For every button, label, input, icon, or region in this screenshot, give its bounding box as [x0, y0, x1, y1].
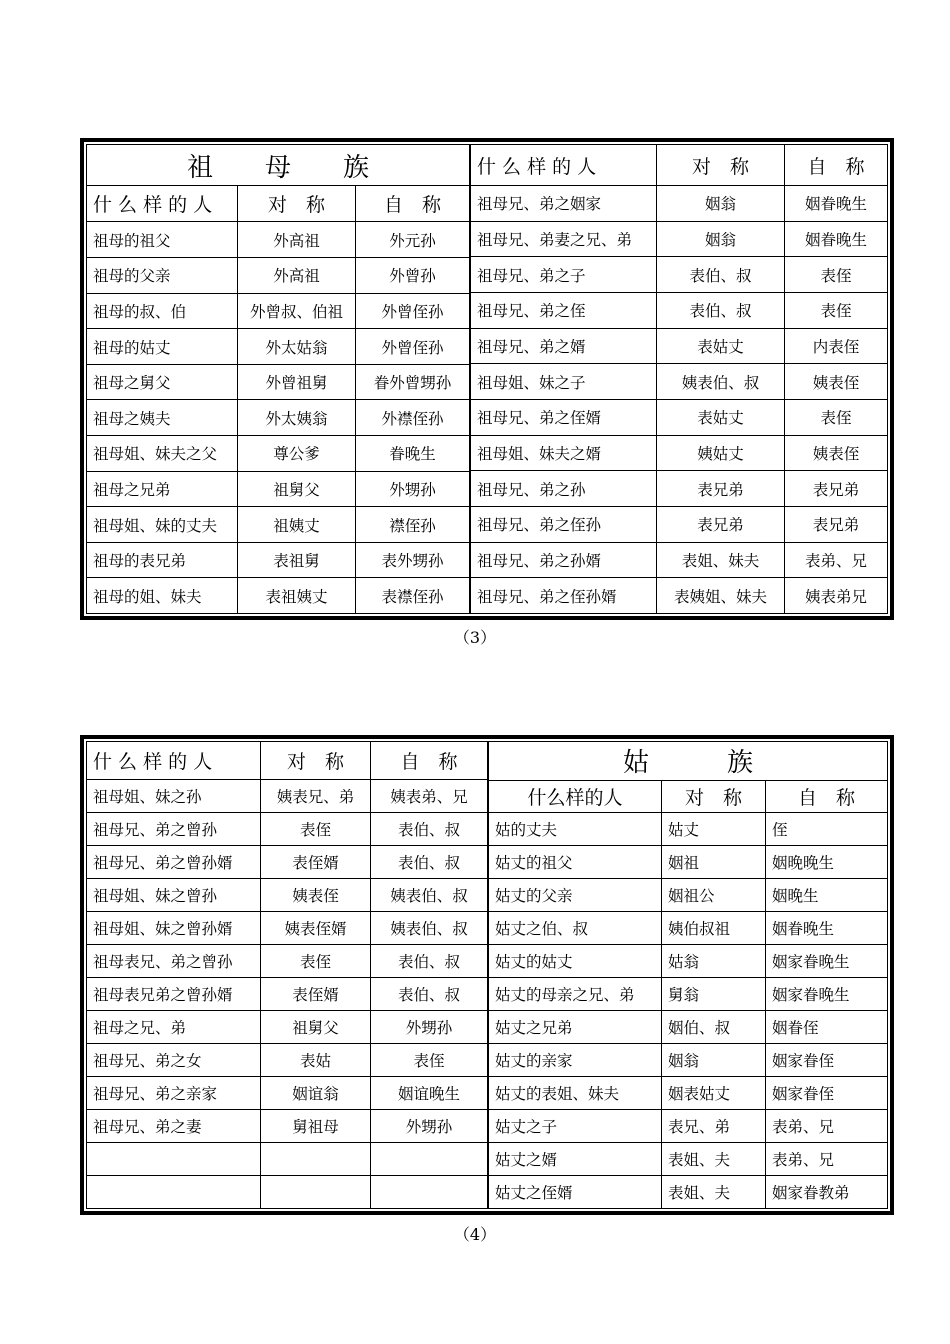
table-row	[471, 399, 887, 435]
header-who: 什么样的人	[527, 786, 623, 809]
table-row	[471, 256, 887, 292]
table-row	[471, 185, 887, 221]
cell-who: 祖母兄、弟之妻	[93, 1118, 202, 1137]
cell-address-as: 姨表侄婿	[260, 912, 370, 944]
table-4	[80, 735, 894, 1215]
cell-address-as: 表伯、叔	[656, 257, 784, 292]
cell-who: 祖母兄、弟之亲家	[93, 1085, 218, 1104]
cell-address-as: 表侄婿	[260, 978, 370, 1010]
header-self-as: 自 称	[355, 186, 469, 221]
cell-self-as: 姻眷晚生	[784, 222, 887, 257]
table-row	[87, 911, 487, 944]
cell-address-as: 姨姑丈	[656, 436, 784, 471]
cell-who: 祖母姐、妹夫之父	[93, 445, 218, 464]
cell-self-as: 姻晚晚生	[765, 846, 887, 878]
cell-self-as: 外甥孙	[370, 1011, 487, 1043]
table-row	[87, 812, 487, 845]
cell-self-as: 表侄	[784, 257, 887, 292]
header-address-as: 对 称	[237, 186, 355, 221]
table-row	[87, 944, 487, 977]
table-row	[87, 542, 469, 578]
cell-who: 祖母表兄、弟之曾孙	[93, 953, 233, 972]
cell-self-as: 姨表弟、兄	[370, 780, 487, 812]
table-row	[471, 292, 887, 328]
table-row	[87, 399, 469, 435]
cell-who: 祖母兄、弟之婿	[477, 338, 586, 357]
table-3-left	[87, 145, 469, 613]
table-row	[489, 812, 887, 845]
header-self-as: 自 称	[784, 145, 887, 185]
cell-address-as: 姑丈	[661, 813, 765, 845]
cell-self-as: 姻家眷晚生	[765, 978, 887, 1010]
cell-address-as: 姻谊翁	[260, 1077, 370, 1109]
table-row	[87, 506, 469, 542]
table-row	[471, 221, 887, 257]
table-row	[87, 577, 469, 613]
cell-address-as: 表姐、夫	[661, 1176, 765, 1208]
cell-address-as: 外太姨翁	[237, 400, 355, 435]
table-row	[489, 1076, 887, 1109]
cell-address-as: 表侄婿	[260, 846, 370, 878]
cell-who: 祖母之兄弟	[93, 480, 171, 499]
cell-who: 祖母兄、弟之孙婿	[477, 552, 602, 571]
cell-address-as: 祖舅父	[260, 1011, 370, 1043]
cell-who: 祖母的表兄弟	[93, 552, 187, 571]
cell-who: 祖母兄、弟之子	[477, 266, 586, 285]
cell-who: 姑丈之子	[495, 1117, 558, 1136]
cell-self-as: 姨表伯、叔	[370, 912, 487, 944]
cell-who: 祖母兄、弟之女	[93, 1052, 202, 1071]
cell-self-as: 姨表弟兄	[784, 578, 887, 613]
table-row	[87, 293, 469, 329]
section-title: 祖 母 族	[186, 152, 369, 183]
table-row	[471, 328, 887, 364]
header-who: 什 么 样 的 人	[477, 155, 597, 178]
cell-self-as: 外曾侄孙	[355, 294, 469, 329]
header-row	[87, 185, 469, 221]
cell-self-as: 姻眷晚生	[784, 186, 887, 221]
cell-address-as: 表兄、弟	[661, 1110, 765, 1142]
table-row	[87, 1043, 487, 1076]
table-row	[87, 1076, 487, 1109]
cell-address-as	[260, 1143, 370, 1175]
cell-address-as: 表姑	[260, 1044, 370, 1076]
table-row	[471, 470, 887, 506]
cell-who: 祖母兄、弟之侄孙	[477, 516, 602, 535]
cell-who: 祖母的姐、妹夫	[93, 587, 202, 606]
cell-who: 祖母的祖父	[93, 231, 171, 250]
cell-address-as: 表侄	[260, 813, 370, 845]
cell-address-as: 姑翁	[661, 945, 765, 977]
header-self-as: 自 称	[370, 742, 487, 779]
header-self-as: 自 称	[765, 781, 887, 813]
table-row	[87, 257, 469, 293]
cell-address-as: 表兄弟	[656, 507, 784, 542]
cell-who: 姑的丈夫	[495, 821, 558, 840]
cell-self-as: 姻晚生	[765, 879, 887, 911]
table-row	[489, 1043, 887, 1076]
cell-who: 姑丈的父亲	[495, 887, 573, 906]
table-3-right	[471, 145, 887, 613]
cell-who: 姑丈之侄婿	[495, 1183, 573, 1202]
cell-who: 姑丈的表姐、妹夫	[495, 1085, 620, 1103]
title-row	[489, 742, 887, 780]
table-4-caption: （4）	[453, 1225, 497, 1244]
cell-who: 祖母之兄、弟	[93, 1019, 187, 1038]
cell-address-as: 表伯、叔	[656, 293, 784, 328]
cell-self-as: 外元孙	[355, 222, 469, 257]
cell-address-as: 姨表兄、弟	[260, 780, 370, 812]
table-row	[471, 435, 887, 471]
table-row	[87, 1010, 487, 1043]
cell-address-as: 表祖姨丈	[237, 578, 355, 613]
table-row	[489, 911, 887, 944]
header-who: 什 么 样 的 人	[93, 751, 213, 774]
cell-address-as: 表祖舅	[237, 543, 355, 578]
cell-who: 祖母的叔、伯	[93, 302, 187, 321]
cell-self-as: 眷晚生	[355, 436, 469, 471]
cell-address-as: 外曾叔、伯祖	[237, 294, 355, 329]
table-row	[87, 435, 469, 471]
cell-who	[87, 1143, 260, 1175]
table-row	[87, 328, 469, 364]
cell-self-as: 外襟侄孙	[355, 400, 469, 435]
cell-who: 祖母兄、弟之曾孙婿	[93, 854, 233, 873]
cell-self-as: 表侄	[784, 293, 887, 328]
cell-who: 祖母兄、弟妻之兄、弟	[477, 231, 633, 250]
cell-address-as: 表姑丈	[656, 400, 784, 435]
cell-who: 祖母姐、妹夫之婿	[477, 445, 602, 464]
cell-who: 姑丈的母亲之兄、弟	[495, 986, 635, 1005]
cell-self-as: 姻眷侄	[765, 1011, 887, 1043]
cell-address-as: 表姐、妹夫	[656, 543, 784, 578]
table-row	[489, 845, 887, 878]
cell-self-as: 外曾孙	[355, 258, 469, 293]
cell-address-as: 外曾祖舅	[237, 365, 355, 400]
table-row	[87, 1175, 487, 1208]
table-3	[80, 138, 894, 620]
cell-who: 祖母姐、妹之曾孙婿	[93, 920, 233, 939]
cell-who: 祖母姐、妹之孙	[93, 788, 202, 807]
cell-self-as: 表弟、兄	[784, 543, 887, 578]
cell-self-as: 姻谊晚生	[370, 1077, 487, 1109]
cell-self-as: 表兄弟	[784, 507, 887, 542]
cell-address-as: 表兄弟	[656, 471, 784, 506]
table-row	[489, 1142, 887, 1175]
table-row	[87, 471, 469, 507]
cell-self-as	[370, 1143, 487, 1175]
cell-who: 祖母兄、弟之姻家	[477, 195, 602, 214]
cell-who: 姑丈的亲家	[495, 1052, 573, 1071]
cell-address-as: 舅祖母	[260, 1110, 370, 1142]
cell-address-as	[260, 1176, 370, 1208]
cell-self-as	[370, 1176, 487, 1208]
cell-address-as: 姻表姑丈	[661, 1077, 765, 1109]
table-3-frame	[86, 144, 888, 614]
cell-self-as: 外曾侄孙	[355, 329, 469, 364]
cell-self-as: 表外甥孙	[355, 543, 469, 578]
table-4-frame	[86, 741, 888, 1209]
cell-address-as: 外高祖	[237, 258, 355, 293]
header-address-as: 对 称	[661, 781, 765, 813]
table-row	[489, 1010, 887, 1043]
cell-address-as: 表姑丈	[656, 329, 784, 364]
cell-self-as: 表弟、兄	[765, 1110, 887, 1142]
cell-address-as: 尊公爹	[237, 436, 355, 471]
table-row	[471, 363, 887, 399]
table-row	[87, 221, 469, 257]
table-row	[87, 1109, 487, 1142]
cell-self-as: 表伯、叔	[370, 978, 487, 1010]
table-row	[87, 364, 469, 400]
header-address-as: 对 称	[656, 145, 784, 185]
table-row	[471, 542, 887, 578]
cell-address-as: 姻祖	[661, 846, 765, 878]
cell-self-as: 外甥孙	[370, 1110, 487, 1142]
table-row	[87, 977, 487, 1010]
table-row	[87, 878, 487, 911]
cell-self-as: 内表侄	[784, 329, 887, 364]
header-address-as: 对 称	[260, 742, 370, 779]
cell-self-as: 姻家眷侄	[765, 1077, 887, 1109]
cell-self-as: 表侄	[370, 1044, 487, 1076]
cell-self-as: 姻眷晚生	[765, 912, 887, 944]
cell-address-as: 姨表侄	[260, 879, 370, 911]
cell-address-as: 姨伯叔祖	[661, 912, 765, 944]
table-row	[87, 845, 487, 878]
table-row	[471, 506, 887, 542]
table-row	[489, 977, 887, 1010]
cell-address-as: 姻翁	[656, 186, 784, 221]
cell-who: 祖母兄、弟之侄孙婿	[477, 587, 617, 606]
cell-who: 祖母表兄弟之曾孙婿	[93, 986, 233, 1005]
header-row	[471, 145, 887, 185]
cell-who: 祖母之姨夫	[93, 409, 171, 428]
table-row	[489, 1175, 887, 1208]
cell-who: 祖母兄、弟之侄	[477, 302, 586, 321]
cell-who: 祖母姐、妹的丈夫	[93, 516, 218, 535]
table-4-right	[489, 742, 887, 1208]
cell-who: 姑丈之兄弟	[495, 1019, 573, 1038]
table-row	[471, 577, 887, 613]
cell-self-as: 表侄	[784, 400, 887, 435]
cell-self-as: 姻家眷侄	[765, 1044, 887, 1076]
cell-who: 姑丈的姑丈	[495, 953, 573, 972]
cell-self-as: 表兄弟	[784, 471, 887, 506]
cell-address-as: 表姨姐、妹夫	[656, 578, 784, 613]
cell-self-as: 侄	[765, 813, 887, 845]
cell-self-as: 外甥孙	[355, 472, 469, 507]
cell-address-as: 表姐、夫	[661, 1143, 765, 1175]
cell-address-as: 姻翁	[661, 1044, 765, 1076]
cell-who: 姑丈之婿	[495, 1150, 558, 1169]
cell-address-as: 姻伯、叔	[661, 1011, 765, 1043]
table-row	[489, 878, 887, 911]
cell-address-as: 外太姑翁	[237, 329, 355, 364]
table-row	[489, 1109, 887, 1142]
cell-self-as: 表伯、叔	[370, 945, 487, 977]
cell-address-as: 外高祖	[237, 222, 355, 257]
cell-self-as: 表襟侄孙	[355, 578, 469, 613]
cell-address-as: 表侄	[260, 945, 370, 977]
header-row	[489, 780, 887, 813]
cell-who: 姑丈的祖父	[495, 854, 573, 873]
cell-who	[87, 1176, 260, 1208]
cell-who: 祖母姐、妹之曾孙	[93, 887, 218, 906]
cell-self-as: 表弟、兄	[765, 1143, 887, 1175]
cell-who: 姑丈之伯、叔	[495, 920, 589, 939]
cell-address-as: 姻祖公	[661, 879, 765, 911]
cell-address-as: 姨表伯、叔	[656, 364, 784, 399]
cell-self-as: 表伯、叔	[370, 846, 487, 878]
cell-self-as: 表伯、叔	[370, 813, 487, 845]
header-row	[87, 742, 487, 779]
cell-who: 祖母之舅父	[93, 374, 171, 393]
table-row	[87, 779, 487, 812]
cell-self-as: 眷外曾甥孙	[355, 365, 469, 400]
cell-who: 祖母兄、弟之孙	[477, 480, 586, 499]
cell-who: 祖母姐、妹之子	[477, 373, 586, 392]
cell-self-as: 姨表侄	[784, 364, 887, 399]
section-title: 姑 族	[622, 748, 753, 779]
header-who: 什 么 样 的 人	[93, 194, 213, 217]
cell-self-as: 姻家眷晚生	[765, 945, 887, 977]
cell-who: 祖母的父亲	[93, 267, 171, 286]
cell-address-as: 祖姨丈	[237, 507, 355, 542]
cell-who: 祖母兄、弟之侄婿	[477, 409, 602, 428]
cell-address-as: 舅翁	[661, 978, 765, 1010]
table-row	[87, 1142, 487, 1175]
cell-self-as: 襟侄孙	[355, 507, 469, 542]
cell-address-as: 祖舅父	[237, 472, 355, 507]
table-4-left	[87, 742, 487, 1208]
title-row	[87, 145, 469, 185]
cell-self-as: 姻家眷教弟	[765, 1176, 887, 1208]
cell-self-as: 姨表伯、叔	[370, 879, 487, 911]
table-3-caption: （3）	[453, 628, 497, 647]
cell-self-as: 姨表侄	[784, 436, 887, 471]
table-row	[489, 944, 887, 977]
cell-who: 祖母的姑丈	[93, 338, 171, 357]
cell-address-as: 姻翁	[656, 222, 784, 257]
cell-who: 祖母兄、弟之曾孙	[93, 821, 218, 840]
